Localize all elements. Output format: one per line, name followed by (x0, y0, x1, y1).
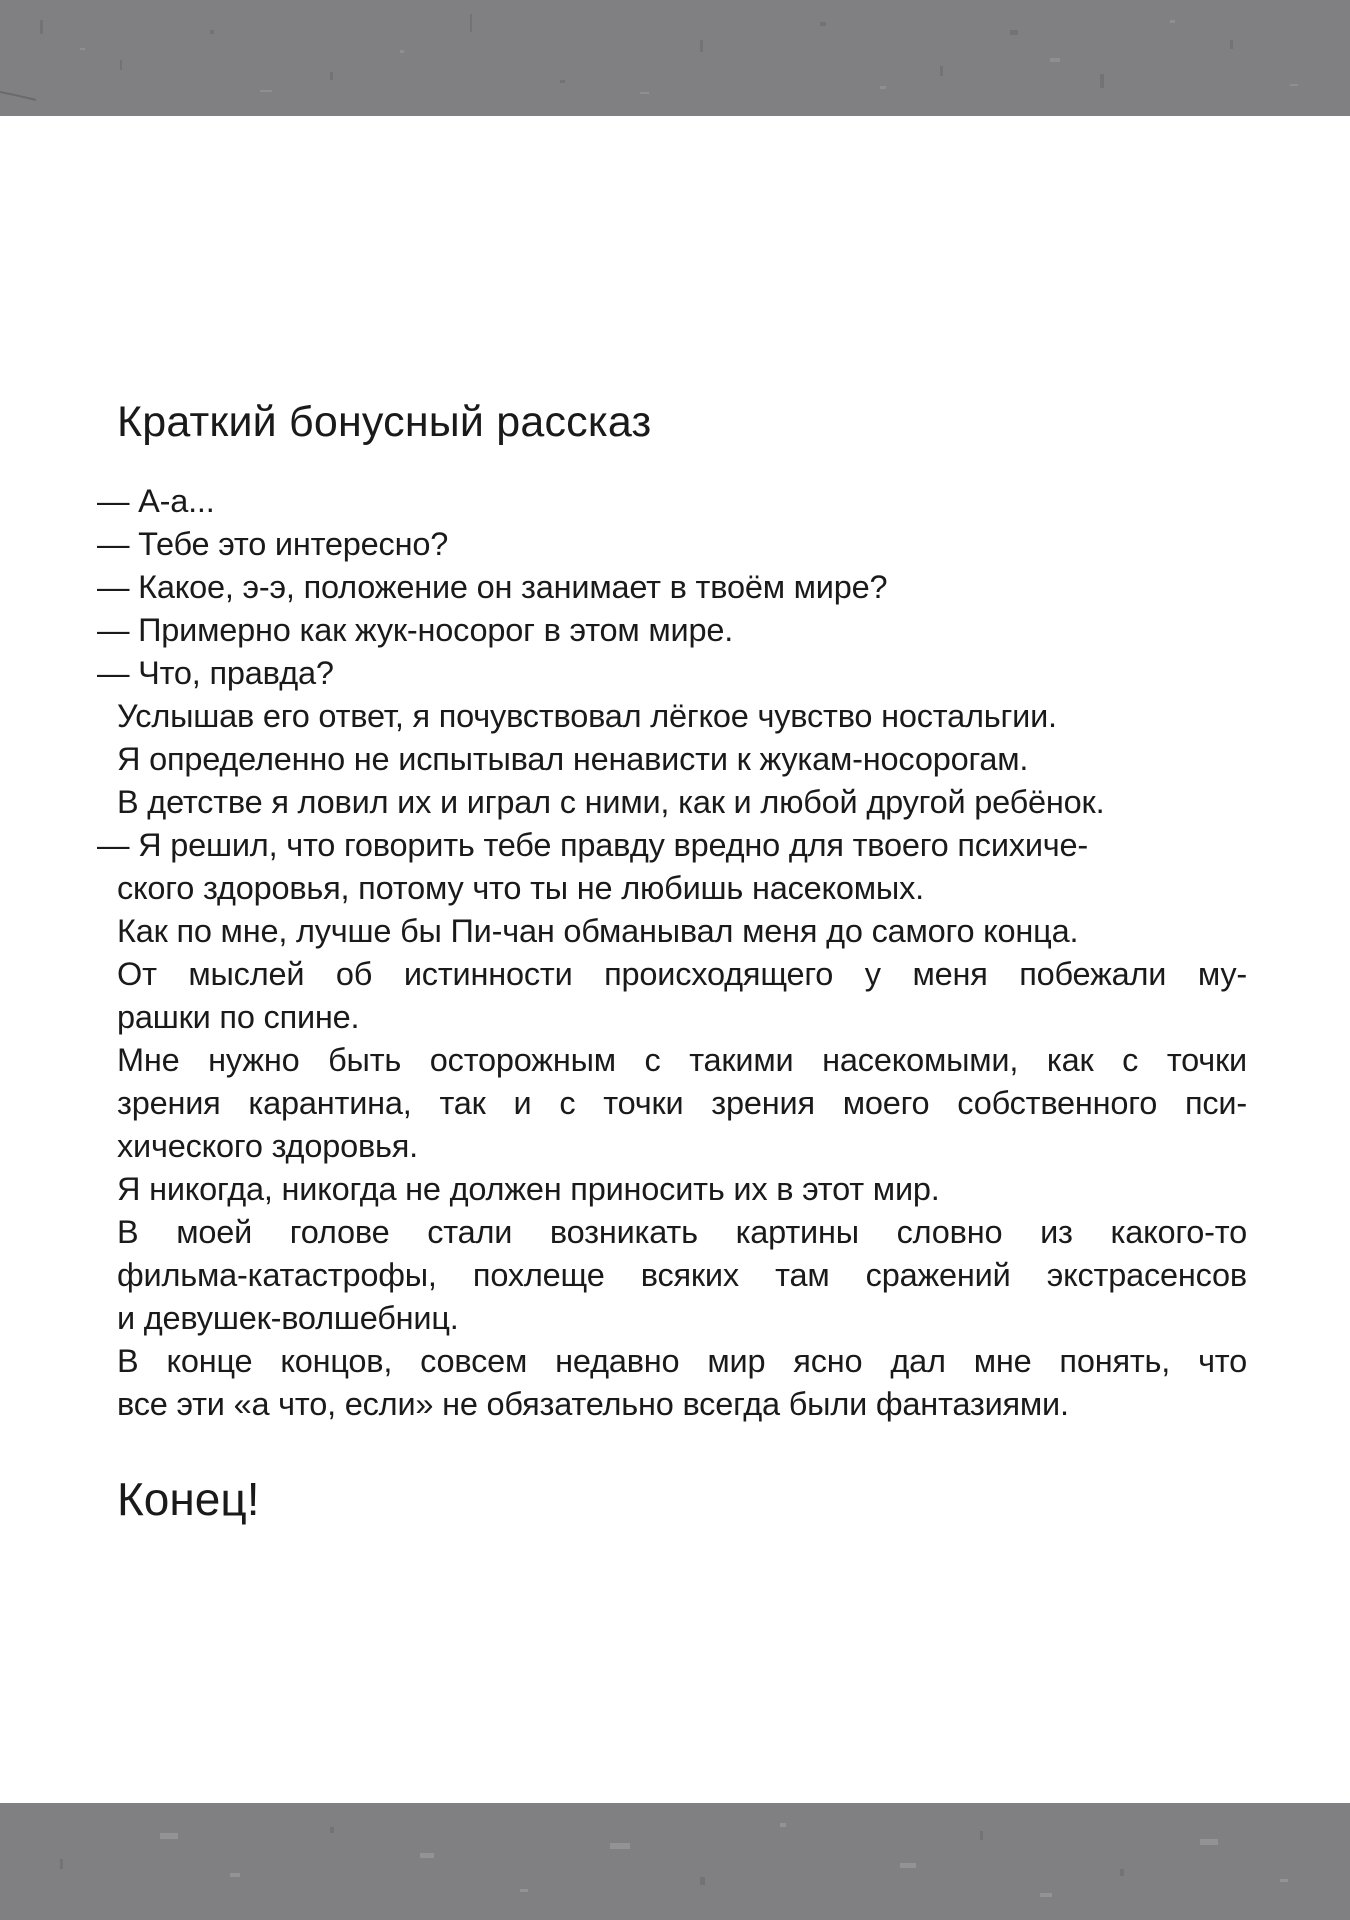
story-line: Я определенно не испытывал ненависти к жукам-носорогам. (117, 741, 1029, 777)
story-line: рашки по спине. (117, 999, 360, 1035)
grunge-texture (0, 1803, 1350, 1920)
story-line: — Какое, э-э, положение он занимает в твоём мире? (97, 569, 888, 605)
story-title: Краткий бонусный рассказ (117, 398, 652, 446)
bottom-grunge-band (0, 1803, 1350, 1920)
story-line: ского здоровья, потому что ты не любишь насекомых. (117, 870, 924, 906)
story-line: — Примерно как жук-носорог в этом мире. (97, 612, 734, 648)
grunge-texture (0, 0, 1350, 116)
story-page (97, 392, 1247, 1529)
story-line: В конце концов, совсем недавно мир ясно дал мне понять, что (117, 1343, 1247, 1379)
story-line: Услышав его ответ, я почувствовал лёгкое чувство ностальгии. (117, 698, 1057, 734)
top-grunge-band (0, 0, 1350, 116)
story-line: хического здоровья. (117, 1128, 418, 1164)
story-body (97, 480, 1247, 1426)
story-line: все эти «а что, если» не обязательно всегда были фантазиями. (117, 1386, 1069, 1422)
story-line: зрения карантина, так и с точки зрения моего собственного пси- (117, 1085, 1247, 1121)
story-line: Я никогда, никогда не должен приносить их в этот мир. (117, 1171, 940, 1207)
story-line: Как по мне, лучше бы Пи-чан обманывал меня до самого конца. (117, 913, 1079, 949)
story-line: — А-а... (97, 483, 215, 519)
story-line: От мыслей об истинности происходящего у меня побежали му- (117, 956, 1247, 992)
story-line: и девушек-волшебниц. (117, 1300, 459, 1336)
story-line: В детстве я ловил их и играл с ними, как и любой другой ребёнок. (117, 784, 1105, 820)
story-line: — Я решил, что говорить тебе правду вредно для твоего психиче- (97, 827, 1089, 863)
story-line: — Тебе это интересно? (97, 526, 449, 562)
story-line: В моей голове стали возникать картины словно из какого-то (117, 1214, 1247, 1250)
ending-text: Конец! (117, 1473, 260, 1525)
story-line: Мне нужно быть осторожным с такими насекомыми, как с точки (117, 1042, 1247, 1078)
story-line: — Что, правда? (97, 655, 334, 691)
story-line: фильма-катастрофы, похлеще всяких там сражений экстрасенсов (117, 1257, 1247, 1293)
